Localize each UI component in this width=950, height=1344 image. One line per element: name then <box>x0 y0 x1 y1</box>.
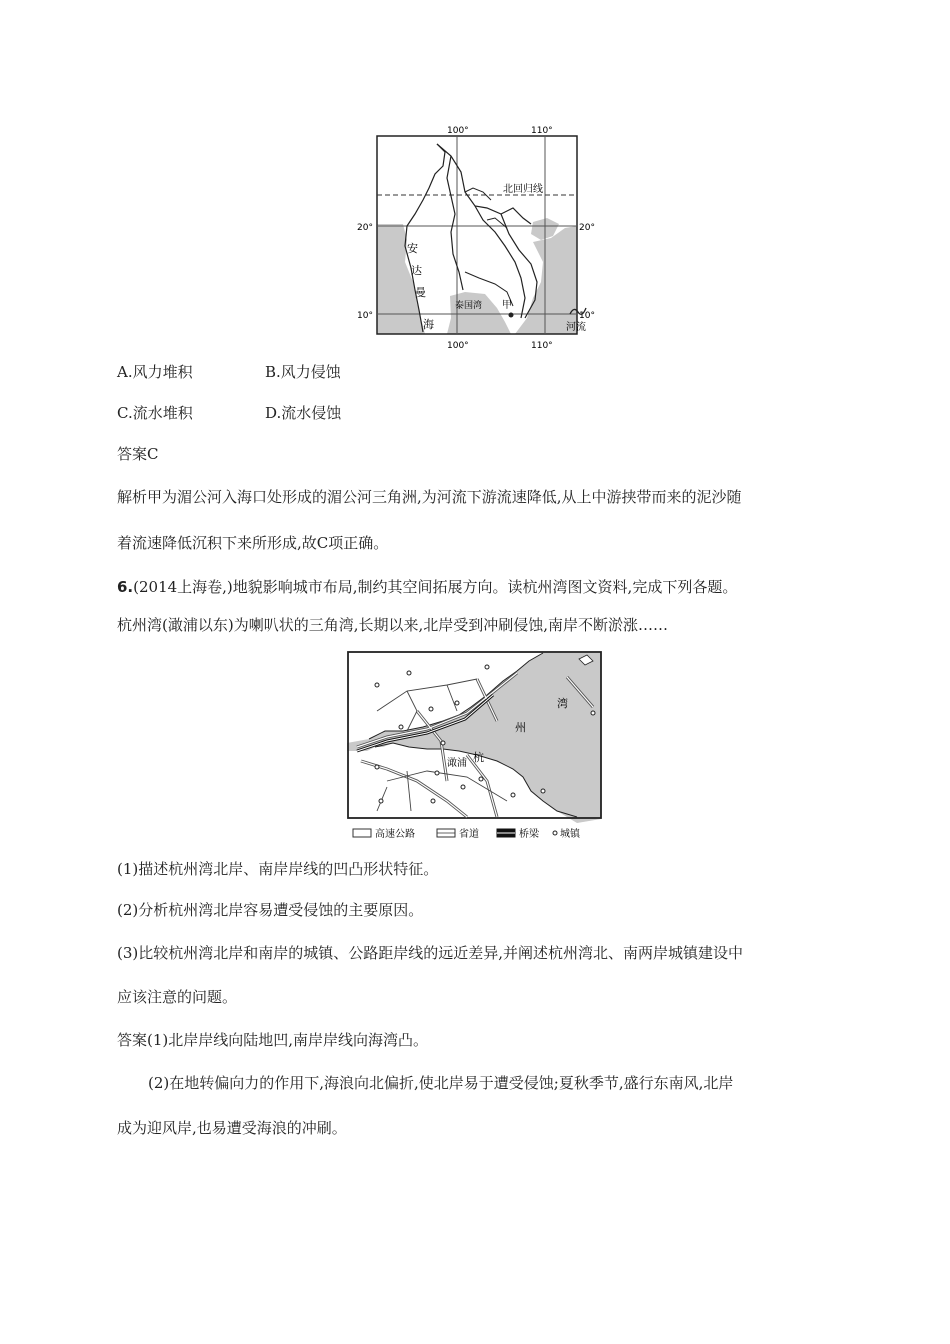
option-a: A.风力堆积 <box>117 363 193 381</box>
legend-bridge: 桥梁 <box>519 829 539 840</box>
sub-question-3-line1: (3)比较杭州湾北岸和南岸的城镇、公路距岸线的远近差异,并阐述杭州湾北、南两岸城镇建设中 <box>117 944 744 962</box>
hangzhou-bay-map <box>347 651 603 845</box>
lat-left-10: 10° <box>357 311 373 321</box>
analysis-5-line1: 解析甲为湄公河入海口处形成的湄公河三角洲,为河流下游流速降低,从上中游挟带而来的泥沙随 <box>117 488 742 506</box>
option-d: D.流水侵蚀 <box>265 404 342 422</box>
option-b: B.风力侵蚀 <box>265 363 341 381</box>
option-c: C.流水堆积 <box>117 404 193 422</box>
sea-char-4: 海 <box>423 318 434 331</box>
answer-6-2-line2: 成为迎风岸,也易遭受海浪的冲刷。 <box>117 1119 347 1137</box>
bay-char-3: 湾 <box>557 697 568 710</box>
legend-provincial-road: 省道 <box>459 829 479 840</box>
question-6-number: 6. <box>117 578 134 596</box>
lon-bottom-110: 110° <box>531 341 553 351</box>
bay-char-1: 杭 <box>473 751 484 764</box>
question-6-material: 杭州湾(澉浦以东)为喇叭状的三角湾,长期以来,北岸受到冲刷侵蚀,南岸不断淤涨…… <box>117 616 669 634</box>
sea-char-3: 曼 <box>415 286 426 299</box>
sub-question-2: (2)分析杭州湾北岸容易遭受侵蚀的主要原因。 <box>117 901 424 919</box>
question-6-stem <box>117 577 737 597</box>
tropic-label: 北回归线 <box>503 184 543 195</box>
lat-right-10: 10° <box>579 311 595 321</box>
legend-expressway: 高速公路 <box>375 829 415 840</box>
andaman-sea-area <box>377 224 425 334</box>
analysis-5-line2: 着流速降低沉积下来所形成,故C项正确。 <box>117 534 389 552</box>
lon-bottom-100: 100° <box>447 341 469 351</box>
sea-char-2: 达 <box>411 264 422 277</box>
answer-6-2-line1: (2)在地转偏向力的作用下,海浪向北偏折,使北岸易于遭受侵蚀;夏秋季节,盛行东南风,北岸 <box>148 1074 734 1092</box>
sub-question-3-line2: 应该注意的问题。 <box>117 988 238 1006</box>
river-legend-icon <box>566 300 606 334</box>
lat-left-20: 20° <box>357 223 373 233</box>
point-jia-marker <box>509 313 514 318</box>
sea-char-1: 安 <box>407 242 418 255</box>
answer-6-1: 答案(1)北岸岸线向陆地凹,南岸岸线向海湾凸。 <box>117 1031 429 1049</box>
bay-char-2: 州 <box>515 721 526 734</box>
lat-right-20: 20° <box>579 223 595 233</box>
mekong-map-figure <box>355 122 595 351</box>
point-jia-label: 甲 <box>502 300 512 311</box>
ganpu-label: 澉浦 <box>447 758 467 769</box>
river-legend <box>566 300 606 334</box>
answer-5: 答案C <box>117 445 159 463</box>
legend-town: 城镇 <box>560 829 580 840</box>
gulf-label: 泰国湾 <box>455 301 483 311</box>
lon-top-100: 100° <box>447 126 469 136</box>
lon-top-110: 110° <box>531 126 553 136</box>
question-6-text: (2014上海卷,)地貌影响城市布局,制约其空间拓展方向。读杭州湾图文资料,完成下列各题。 <box>133 578 738 596</box>
hangzhou-bay-map-figure <box>347 651 603 845</box>
river-legend-label: 河流 <box>566 322 586 333</box>
sub-question-1: (1)描述杭州湾北岸、南岸岸线的凹凸形状特征。 <box>117 860 439 878</box>
mekong-map <box>355 122 595 351</box>
